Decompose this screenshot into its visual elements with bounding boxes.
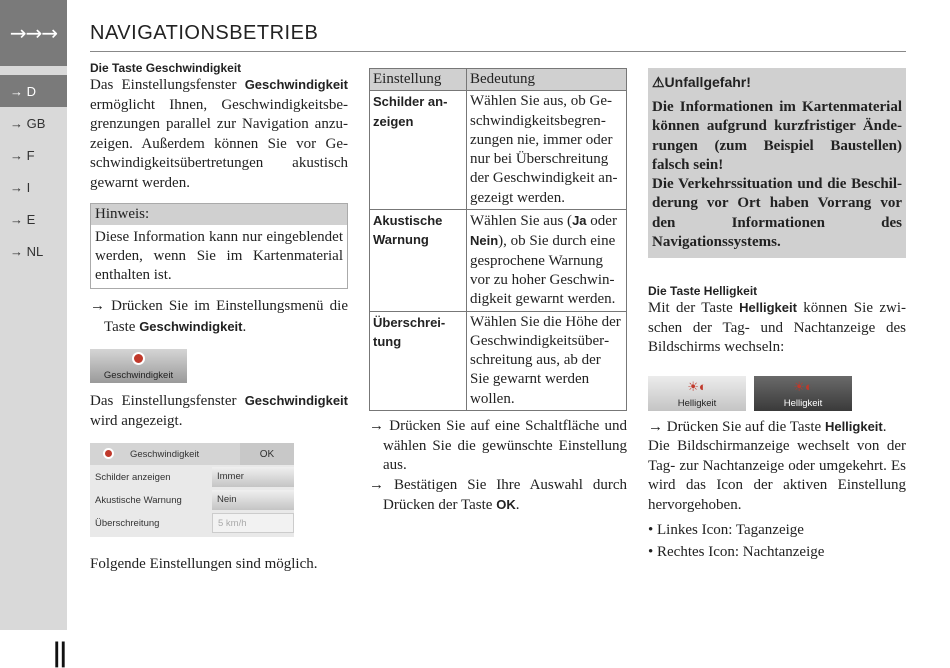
warning-title: ⚠Unfallgefahr! — [652, 74, 751, 90]
list-item: • Linkes Icon: Taganzeige — [648, 522, 804, 539]
table-row — [370, 311, 627, 410]
night-mode-label: Helligkeit — [783, 397, 823, 409]
brightness-paragraph: Mit der Taste Helligkeit können Sie zwischen der Tag- und Nachtanzeige des Bildschirms wechseln: — [648, 300, 906, 356]
table-header-row — [370, 69, 627, 91]
speed-button-image[interactable] — [90, 349, 187, 383]
lang-tab-nl[interactable]: → NL — [10, 243, 44, 259]
hint-text: Diese Information kann nur eingeblendet werden, wenn Sie im Kartenmaterial enthalten ist. — [95, 229, 343, 283]
step-press-speed: → Drücken Sie im Einstellungsmenü die Taste Geschwindigkeit. — [90, 298, 348, 335]
setting-value-button[interactable]: Immer — [212, 467, 294, 487]
section-heading-brightness: Die Taste Helligkeit — [648, 284, 758, 299]
brightness-icons — [648, 376, 906, 411]
column-settings-table — [369, 68, 627, 516]
step-confirm: → Bestätigen Sie Ihre Auswahl durch Drücken der Taste OK. — [369, 476, 627, 514]
setting-row — [90, 512, 294, 534]
sun-moon-icon: ☀◐ — [793, 378, 813, 394]
lang-tab-d[interactable]: → D — [0, 75, 67, 107]
warning-text: Die Informationen im Kartenmaterial können aufgrund kurzfristiger Änderungen (zum Beispiel Baustellen) falsch sein! Die Verkehrssituation und die Beschilderung vor Ort haben Vorrang vor den Informationen des Navigationssystems. — [652, 99, 902, 251]
after-paragraph: Das Einstellungsfenster Geschwindigkeit wird angezeigt. — [90, 393, 348, 429]
speed-settings-screen — [90, 443, 294, 537]
hint-box — [90, 203, 348, 289]
list-item: • Rechtes Icon: Nachtanzeige — [648, 544, 825, 561]
column-speed — [90, 61, 348, 575]
intro-paragraph: Das Einstellungsfenster Geschwindigkeit ermöglicht Ihnen, Geschwindigkeitsbegrenzungen parallel zur Navigation anzuzeigen. Außerdem können Sie vor Geschwindigkeitsübertretungen akustisch gewarnt werden. — [90, 77, 348, 191]
title-divider — [90, 51, 906, 52]
table-key: Überschreitung — [370, 311, 467, 410]
setting-label: Akustische Warnung — [95, 495, 182, 506]
step-select-option: → Drücken Sie auf eine Schaltfläche und wählen Sie die gewünschte Einstellung aus. — [369, 418, 627, 474]
hint-title: Hinweis: — [91, 204, 347, 225]
column-brightness — [648, 68, 906, 563]
speed-button-label: Geschwindigkeit — [103, 370, 174, 381]
settings-table — [369, 68, 627, 411]
setting-value-button[interactable]: 5 km/h — [212, 513, 294, 533]
mode-list — [648, 519, 906, 563]
brightness-explanation: Die Bildschirmanzeige wechselt von der Tag- zur Nachtanzeige oder umgekehrt. Es wird das Icon der aktiven Einstellung hervorgehoben. — [648, 438, 906, 513]
setting-label: Überschreitung — [95, 518, 160, 529]
setting-row — [90, 466, 294, 488]
table-value: Wählen Sie die Höhe der Geschwindigkeitsüberschreitung aus, ab der Sie gewarnt werden wollen. — [467, 311, 627, 410]
step-press-brightness: → Drücken Sie auf die Taste Helligkeit. — [648, 418, 887, 435]
page-marker: || — [52, 638, 65, 668]
night-mode-button[interactable] — [754, 376, 852, 411]
page-title: NAVIGATIONSBETRIEB — [90, 22, 319, 44]
section-heading-speed: Die Taste Geschwindigkeit — [90, 61, 242, 75]
arrows-logo: →→→ — [0, 0, 67, 66]
lang-tab-e[interactable]: → E — [10, 211, 36, 227]
setting-row — [90, 489, 294, 511]
table-value: Wählen Sie aus, ob Geschwindigkeitsbegrenzungen nie, immer oder nur bei Überschreitung der Geschwindigkeit angezeigt werden. — [467, 91, 627, 210]
table-value: Wählen Sie aus (Ja oder Nein), ob Sie durch eine gesprochene Warnung vor zu hoher Geschwindigkeit gewarnt werden. — [467, 210, 627, 311]
table-header-key: Einstellung — [370, 69, 467, 91]
lang-tab-f[interactable]: → F — [10, 147, 35, 163]
ok-button[interactable]: OK — [240, 443, 294, 465]
closing-paragraph: Folgende Einstellungen sind möglich. — [90, 556, 318, 572]
warning-box — [648, 68, 906, 258]
lang-tab-gb[interactable]: → GB — [10, 115, 46, 131]
table-key: Schilder anzeigen — [370, 91, 467, 210]
screen-title: Geschwindigkeit — [130, 449, 200, 460]
table-row — [370, 91, 627, 210]
setting-label: Schilder anzeigen — [95, 472, 171, 483]
sun-moon-icon: ☀◐ — [687, 378, 707, 394]
speed-dial-icon — [132, 352, 145, 365]
table-key: Akustische Warnung — [370, 210, 467, 311]
table-row — [370, 210, 627, 311]
table-header-value: Bedeutung — [467, 69, 627, 91]
screen-header — [90, 443, 294, 465]
language-sidebar — [0, 0, 67, 630]
day-mode-label: Helligkeit — [677, 397, 717, 409]
setting-value-button[interactable]: Nein — [212, 490, 294, 510]
lang-tab-i[interactable]: → I — [10, 179, 31, 195]
speed-sign-icon — [103, 448, 114, 459]
day-mode-button[interactable] — [648, 376, 746, 411]
